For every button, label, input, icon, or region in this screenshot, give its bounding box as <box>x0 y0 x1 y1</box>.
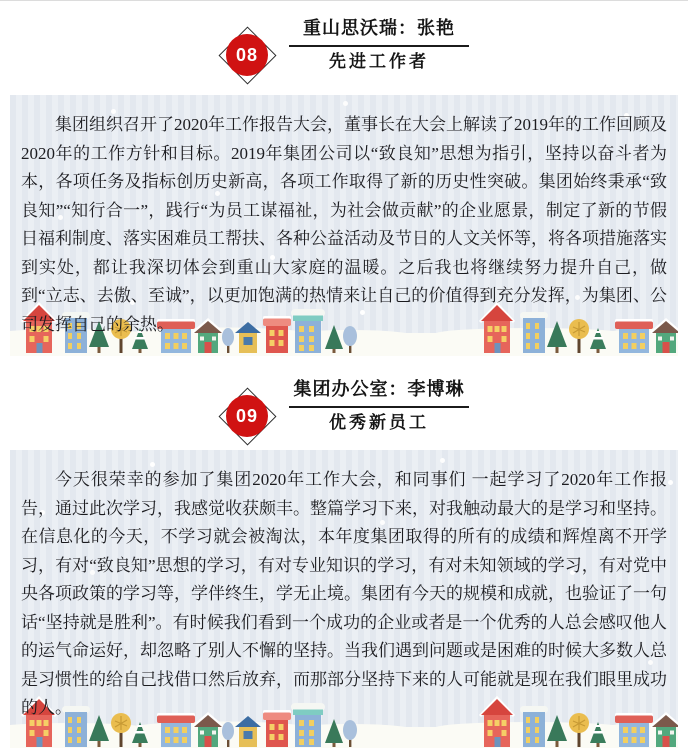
section-09-paragraph: 今天很荣幸的参加了集团2020年工作大会，和同事们 一起学习了2020年工作报告，通过此次学习，我感觉收获颇丰。整篇学习下来，对我触动最大的是学习和坚持。在信息化的今天，不学习就会被淘汰，本年度集团取得的所有的成绩和辉煌离不开学习，有对“致良知”思想的学习，有对专业知识的学习，有对未知领域的学习，有对党中央各项政策的学习等，学伴终生，学无止境。集团有今天的规模和成就，也验证了一句话“坚持就是胜利”。有时候我们看到一个成功的企业或者是一个优秀的人总会感叹他人的运气命运好，却忽略了别人不懈的坚持。当我们遇到问题或是困难的时候大多数人总是习惯性的给自己找借口然后放弃，而那部分坚持下来的人可能就是现在我们眼里成功的人。 <box>21 470 667 717</box>
section-number-circle <box>226 395 268 437</box>
title-divider <box>289 45 469 47</box>
section-09-header <box>0 356 688 450</box>
section-09-number-badge <box>219 388 275 444</box>
section-08-paragraph: 集团组织召开了2020年工作报告大会，董事长在大会上解读了2019年的工作回顾及2020年的工作方针和目标。2019年集团公司以“致良知”思想为指引，坚持以奋斗者为本，各项任务及指标创历史新高，各项工作取得了新的历史性突破。集团始终秉承“致良知”“知行合一”，践行“为员工谋福祉，为社会做贡献”的企业愿景，制定了新的节假日福利制度、落实困难员工帮扶、各种公益活动及节日的人文关怀等，将各项措施落实到实处，都让我深切体会到重山大家庭的温暖。之后我也将继续努力提升自己，做到“立志、去傲、至诚”，以更加饱满的热情来让自己的价值得到充分发挥，为集团、公司发挥自己的余热。 <box>21 115 667 334</box>
section-number-circle <box>226 34 268 76</box>
section-title: 集团办公室：李博琳 <box>293 379 465 399</box>
section-08-content-block <box>10 95 678 356</box>
section-08-number-badge <box>219 27 275 83</box>
section-09-content-block <box>10 450 678 748</box>
section-09-titles <box>289 376 469 435</box>
section-number: 08 <box>235 44 259 65</box>
section-08-titles <box>289 15 469 74</box>
section-title: 重山思沃瑞：张艳 <box>303 18 455 38</box>
section-subtitle: 先进工作者 <box>329 52 429 71</box>
section-08-header <box>0 1 688 85</box>
title-divider <box>289 406 469 408</box>
section-subtitle: 优秀新员工 <box>329 413 429 432</box>
section-number: 09 <box>235 405 259 426</box>
